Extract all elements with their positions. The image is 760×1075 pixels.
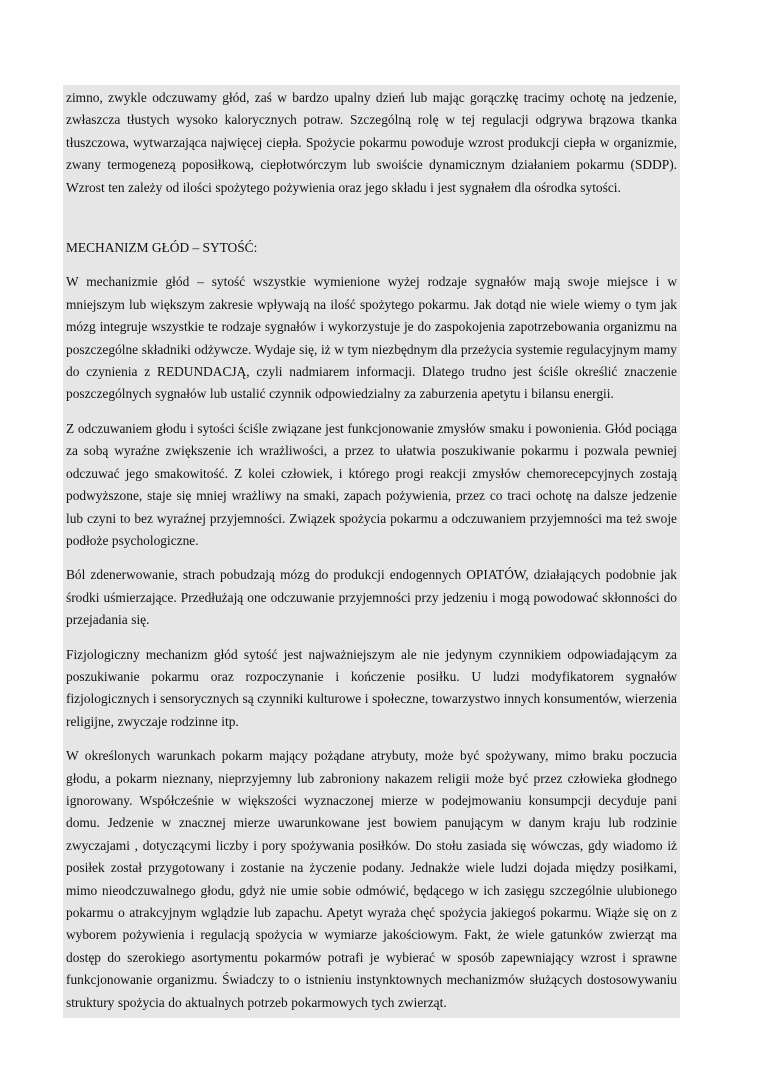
paragraph-cultural-factors: Fizjologiczny mechanizm głód sytość jest najważniejszym ale nie jedynym czynnikiem odpowiadającym za poszukiwanie pokarmu oraz rozpoczynanie i kończenie posiłku. U ludzi modyfikatorem sygnałów fizjologicznych i sensorycznych są czynniki kulturowe i społeczne, towarzystwo innych konsumentów, wierzenia religijne, zwyczaje rodzinne itp. — [66, 646, 677, 729]
section-heading: MECHANIZM GŁÓD – SYTOŚĆ: — [66, 240, 258, 256]
spacer — [66, 632, 677, 644]
paragraph-thermoregulation: zimno, zwykle odczuwamy głód, zaś w bardzo upalny dzień lub mając gorączkę tracimy ochotę na jedzenie, zwłaszcza tłustych wysoko kalorycznych potraw. Szczególną rolę w tej regulacji odgrywa brązowa tkanka tłuszczowa, wytwarzająca najwięcej ciepła. Spożycie pokarmu powoduje wzrost produkcji ciepła w organizmie, zwany termogenezą poposiłkową, ciepłotwórczym lub swoiście dynamicznym działaniem pokarmu (SDDP). Wzrost ten zależy od ilości spożytego pożywienia oraz jego składu i jest sygnałem dla ośrodka sytości. — [66, 90, 677, 195]
text-body — [63, 85, 680, 1018]
spacer — [66, 552, 677, 564]
spacer — [66, 259, 677, 271]
paragraph-taste-smell: Z odczuwaniem głodu i sytości ściśle związane jest funkcjonowanie zmysłów smaku i powonienia. Głód pociąga za sobą wyraźne zwiększenie ich wrażliwości, a przez to ułatwia poszukiwanie pokarmu i pozwala pewniej odczuwać jego smakowitość. Z kolei człowiek, i którego progi reakcji zmysłów chemorecepcyjnych zostają podwyższone, staje się mniej wrażliwy na smaki, zapach pożywienia, przez co traci ochotę na dalsze jedzenie lub czyni to bez wyraźnej przyjemności. Związek spożycia pokarmu a odczuwaniem przyjemności ma też swoje podłoże psychologiczne. — [66, 420, 677, 548]
paragraph-appetite: W określonych warunkach pokarm mający pożądane atrybuty, może być spożywany, mimo braku poczucia głodu, a pokarm nieznany, nieprzyjemny lub zabroniony nakazem religii może być przez człowieka głodnego ignorowany. Współcześnie w większości wyznaczonej mierze w podejmowaniu konsumpcji decyduje pani domu. Jedzenie w znacznej mierze uwarunkowane jest bowiem panującym w danym kraju lub rodzinie zwyczajami , dotyczącymi liczby i pory spożywania posiłków. Do stołu zasiada się wówczas, gdy wiadomo iż posiłek został przygotowany i zostanie na życzenie podany. Jednakże wiele ludzi dojada między posiłkami, mimo nieodczuwalnego głodu, gdyż nie umie sobie odmówić, będącego w ich zasięgu szczególnie ulubionego pokarmu o atrakcyjnym wglądzie lub zapachu. Apetyt wyraża chęć spożycia jakiegoś pokarmu. Wiąże się on z wyborem pożywienia i regulacją spożycia w wymiarze jakościowym. Fakt, że wiele gatunków zwierząt ma dostęp do szerokiego asortymentu pokarmów potrafi je wybierać w sposób zapewniający wzrost i sprawne funkcjonowanie organizmu. Świadczy to o istnieniu instynktownych mechanizmów służących dostosowywaniu struktury spożycia do aktualnych potrzeb pokarmowych tych zwierząt. — [66, 748, 677, 1010]
spacer — [66, 199, 677, 237]
paragraph-opiates: Ból zdenerwowanie, strach pobudzają mózg do produkcji endogennych OPIATÓW, działających podobnie jak środki uśmierzające. Przedłużają one odczuwanie przyjemności przy jedzeniu i mogą powodować skłonności do przejadania się. — [66, 567, 677, 628]
spacer — [66, 733, 677, 745]
spacer — [66, 406, 677, 418]
paragraph-hunger-satiety-mechanism: W mechanizmie głód – sytość wszystkie wymienione wyżej rodzaje sygnałów mają swoje miejsce i w mniejszym lub większym zakresie wpływają na ilość spożytego pokarmu. Jak dotąd nie wiele wiemy o tym jak mózg integruje wszystkie te rodzaje sygnałów i wykorzystuje je do zaspokojenia zapotrzebowania organizmu na poszczególne składniki odżywcze. Wydaje się, iż w tym niezbędnym dla przeżycia systemie regulacyjnym mamy do czynienia z REDUNDACJĄ, czyli nadmiarem informacji. Dlatego trudno jest ściśle określić znaczenie poszczególnych sygnałów lub ustalić czynnik odpowiedzialny za zaburzenia apetytu i bilansu energii. — [66, 274, 677, 402]
